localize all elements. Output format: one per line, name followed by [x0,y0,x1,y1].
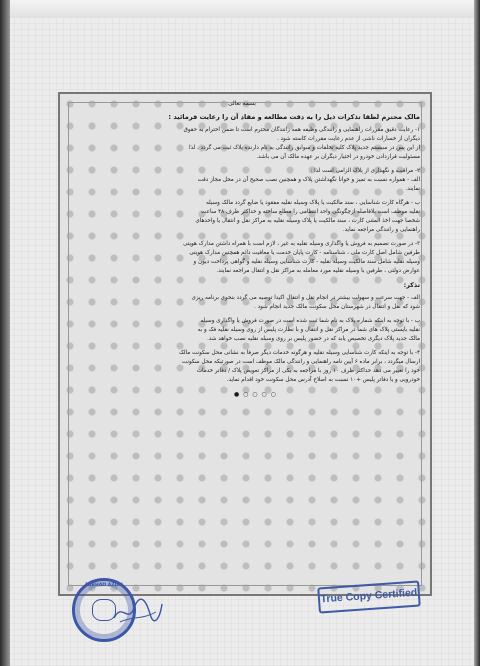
note-line: نقلیه بایستی پلاک های شما در مراکز نقل و انتقال و با نظارت پلیس از روی وسیله نقلیه فک و به [197,327,420,333]
bismillah: بسمه تعالی [228,101,256,107]
item-line: ۱- رعایت دقیق مقررات راهنمایی و رانندگی وظیفه همه رانندگان محترم است تا ضمن احترام به حقوق [183,127,420,133]
note-line: خودرویی و یا دفاتر پلیس +۱۰ نسبت به اصلاح آدرس محل سکونت خود اقدام نماید. [226,377,420,383]
item-1 [64,126,420,162]
item-line: عوارض دولتی ، طرفین با وسیله نقلیه مورد معامله به مراکز نقل و انتقال مراجعه نمایند. [216,268,420,274]
item-2 [64,167,420,194]
item-line: دیگران از خسارات ناشی از عدم رعایت مقررات کاسته شود . [276,136,420,142]
document-content [64,100,420,399]
scan-edge-right [474,0,480,666]
item-4 [64,349,420,385]
item-line: ۲- مراقبت و نگهداری از پلاک الزامی است لذا : [310,168,420,174]
item-line: شخصا جهت اخذ المثنی کارت ، سند مالکیت یا پلاک وسیله نقلیه به مراکز نقل و انتقال یا واحدهای [195,218,420,224]
item-line: نقلیه موظف است بلافاصله ازچگونگی واحد انتظامی را مطلع ساخته و حداکثر ظرف ۴۸ ساعت [201,209,420,215]
seal-text: FARHAD AZIMI [85,583,123,588]
item-line: مسئولیت قراردادن خودرو در اختیار دیگران بر عهده مالک آن می باشد. [256,154,420,160]
item-line: راهنمایی و رانندگی مراجعه نماید. [342,227,420,233]
note-b [64,317,420,344]
item-line: وسیله نقلیه شامل سند مالکیت وسیله نقلیه - کارت شناسایی وسیله نقلیه و گواهی پرداخت دیون و [193,259,420,265]
item-3 [64,240,420,276]
true-copy-certified-stamp: True Copy Certified [317,580,421,613]
document-heading: مالک محترم لطفا تذکرات ذیل را به دقت مطالعه و مفاد آن را رعایت فرمائید : [168,113,420,121]
item-line: ۳- در صورت تصمیم به فروش یا واگذاری وسیله نقلیه به غیر ، لازم است با همراه داشتن مدارک هویتی [183,241,420,247]
item-line: ب - هرگاه کارت شناسایی ، سند مالکیت یا پلاک وسیله نقلیه مفقود یا ضایع گردد مالک وسیله [205,200,420,206]
page-marker: ● ○ ○ ○ ○ [234,391,277,398]
note-line: خود را تغییر می دهد حداکثر ظرف ۱۰ روز با مراجعه به یکی از مراکز تعویض پلاک / دفاتر خدمات [196,368,420,374]
scan-edge-left [0,0,10,666]
note-line: ب - با توجه به اینکه شماره پلاک به نام شما ثبت شده است در صورت فروش یا واگذاری وسیله [200,318,420,324]
item-line: نمایند. [405,186,420,192]
item-line: از این پس در سیستم جدید پلاک کلیه تخلفات و سوابق رانندگی به نام دارنده پلاک ثبت می گردد ، لذا [189,145,420,151]
note-line: ارسال میگردد ، برابر ماده ۶ آیین نامه راهنمایی و رانندگی مالک موظف است در صورتیکه محل سکونت [181,359,420,365]
item-line: الف - همواره نسبت به تمیز و خوانا نگهداشتن پلاک و همچنین نصب صحیح آن در محل مجاز دقت [197,177,420,183]
signature-icon [112,596,164,626]
note-a [64,294,420,312]
note-line: شود که نقل و انتقال در شهرستان محل سکونت مالک جدید انجام شود . [254,304,420,310]
note-line: ۴- با توجه به اینکه کارت شناسایی وسیله نقلیه و هرگونه خدمات دیگر صرفا به نشانی محل سکونت مالک [178,350,420,356]
note-line: الف - جهت سرعت و سهولت بیشتر در انجام نقل و انتقال اکیدا توصیه می گردد بنحوی برنامه ریزی [191,295,420,301]
note-line: مالک جدید پلاک دیگری تخصیص یابد که در حضور پلیس بر روی وسیله نقلیه نصب خواهد شد. [207,336,420,342]
scan-edge-top [0,0,480,18]
reminder-heading: تذکر: [403,281,420,289]
item-line: طرفین شامل اصل کارت ملی ، شناسنامه - کارت پایان خدمت یا معافیت دائم همچنین مدارک هویتی [189,250,420,256]
item-2b [64,199,420,235]
